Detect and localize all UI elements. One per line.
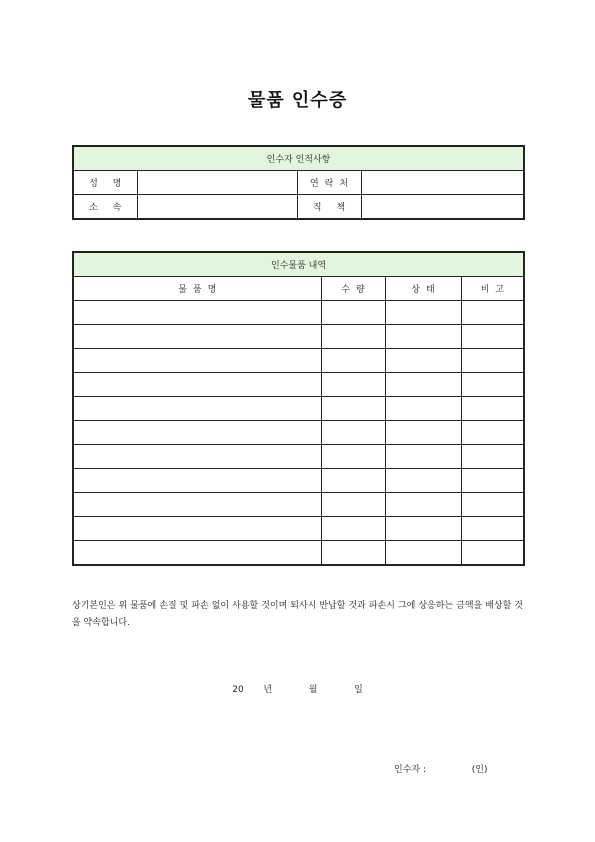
contact-field[interactable]: [361, 171, 524, 195]
column-header-remarks: 비고: [461, 277, 524, 301]
table-row: [73, 373, 524, 397]
remarks-cell[interactable]: [461, 301, 524, 325]
quantity-cell[interactable]: [321, 301, 385, 325]
item-name-cell[interactable]: [73, 301, 321, 325]
condition-cell[interactable]: [385, 517, 461, 541]
condition-cell[interactable]: [385, 421, 461, 445]
item-name-cell[interactable]: [73, 445, 321, 469]
items-column-header-row: [73, 277, 524, 301]
item-name-cell[interactable]: [73, 325, 321, 349]
quantity-cell[interactable]: [321, 397, 385, 421]
table-row: [73, 421, 524, 445]
quantity-cell[interactable]: [321, 493, 385, 517]
table-row: [73, 325, 524, 349]
condition-cell[interactable]: [385, 445, 461, 469]
table-row: [73, 445, 524, 469]
document-title: 물품 인수증: [247, 90, 348, 111]
remarks-cell[interactable]: [461, 445, 524, 469]
affiliation-label: 소 속: [73, 195, 137, 220]
table-row: [73, 469, 524, 493]
table-row: [73, 301, 524, 325]
item-name-cell[interactable]: [73, 349, 321, 373]
column-header-item-name: 물품명: [73, 277, 321, 301]
date-month-unit: 월: [308, 685, 318, 695]
condition-cell[interactable]: [385, 373, 461, 397]
item-name-cell[interactable]: [73, 541, 321, 566]
signature-line: [394, 762, 487, 775]
remarks-cell[interactable]: [461, 541, 524, 566]
recipient-row: [73, 171, 524, 195]
remarks-cell[interactable]: [461, 325, 524, 349]
quantity-cell[interactable]: [321, 541, 385, 566]
seal-mark: (인): [471, 765, 488, 775]
item-name-cell[interactable]: [73, 517, 321, 541]
table-row: [73, 541, 524, 566]
item-name-cell[interactable]: [73, 373, 321, 397]
condition-cell[interactable]: [385, 469, 461, 493]
table-row: [73, 493, 524, 517]
remarks-cell[interactable]: [461, 421, 524, 445]
quantity-cell[interactable]: [321, 445, 385, 469]
item-name-cell[interactable]: [73, 397, 321, 421]
recipient-info-table: [72, 145, 525, 220]
quantity-cell[interactable]: [321, 349, 385, 373]
condition-cell[interactable]: [385, 349, 461, 373]
table-row: [73, 397, 524, 421]
signer-label: 인수자 :: [394, 765, 426, 775]
position-label: 직 책: [297, 195, 361, 220]
table-row: [73, 517, 524, 541]
condition-cell[interactable]: [385, 325, 461, 349]
remarks-cell[interactable]: [461, 397, 524, 421]
position-field[interactable]: [361, 195, 524, 220]
column-header-quantity: 수량: [321, 277, 385, 301]
remarks-cell[interactable]: [461, 349, 524, 373]
remarks-cell[interactable]: [461, 373, 524, 397]
item-name-cell[interactable]: [73, 469, 321, 493]
pledge-statement: 상기본인은 위 물품에 손질 및 파손 없이 사용할 것이며 퇴사시 반납할 것과 파손시 그에 상응하는 금액을 배상할 것을 약속합니다.: [72, 601, 523, 628]
condition-cell[interactable]: [385, 493, 461, 517]
recipient-row: [73, 195, 524, 220]
condition-cell[interactable]: [385, 301, 461, 325]
item-name-cell[interactable]: [73, 493, 321, 517]
quantity-cell[interactable]: [321, 469, 385, 493]
condition-cell[interactable]: [385, 541, 461, 566]
affiliation-field[interactable]: [137, 195, 297, 220]
contact-label: 연락처: [297, 171, 361, 195]
items-table: [72, 251, 525, 566]
name-label: 성 명: [73, 171, 137, 195]
quantity-cell[interactable]: [321, 373, 385, 397]
quantity-cell[interactable]: [321, 517, 385, 541]
quantity-cell[interactable]: [321, 421, 385, 445]
date-day-unit: 일: [354, 685, 363, 695]
date-line: [0, 682, 595, 695]
remarks-cell[interactable]: [461, 469, 524, 493]
recipient-info-header: 인수자 인적사항: [73, 146, 524, 171]
remarks-cell[interactable]: [461, 493, 524, 517]
name-field[interactable]: [137, 171, 297, 195]
remarks-cell[interactable]: [461, 517, 524, 541]
quantity-cell[interactable]: [321, 325, 385, 349]
date-year-unit: 년: [263, 685, 273, 695]
items-header: 인수물품 내역: [73, 252, 524, 277]
table-row: [73, 349, 524, 373]
date-year[interactable]: 20: [232, 685, 244, 695]
item-name-cell[interactable]: [73, 421, 321, 445]
condition-cell[interactable]: [385, 397, 461, 421]
column-header-condition: 상태: [385, 277, 461, 301]
